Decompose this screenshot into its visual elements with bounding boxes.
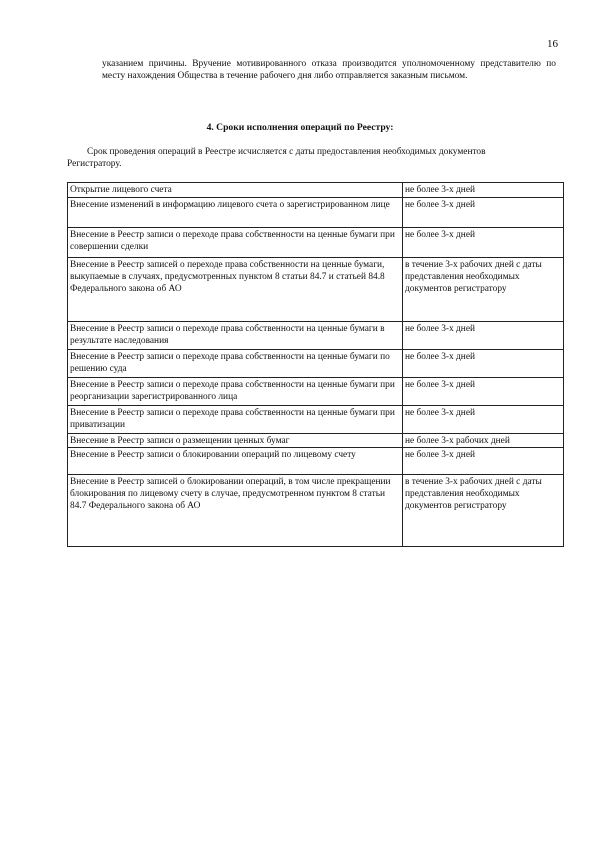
term-cell: в течение 3-х рабочих дней с даты представления необходимых документов регистратору: [403, 475, 564, 547]
table-row: [68, 378, 564, 406]
operation-cell: Внесение в Реестр записи о размещении ценных бумаг: [68, 434, 403, 448]
term-cell: не более 3-х дней: [403, 322, 564, 350]
term-cell: не более 3-х дней: [403, 378, 564, 406]
table-row: [68, 258, 564, 322]
term-cell: не более 3-х дней: [403, 448, 564, 475]
operation-cell: Внесение в Реестр записи о блокировании операций по лицевому счету: [68, 448, 403, 475]
term-cell: не более 3-х дней: [403, 198, 564, 228]
table-row: [68, 475, 564, 547]
table-row: [68, 448, 564, 475]
operations-table: [67, 182, 564, 547]
page-number: 16: [547, 38, 558, 50]
operation-cell: Внесение в Реестр записи о переходе права собственности на ценные бумаги в результате наследования: [68, 322, 403, 350]
term-cell: в течение 3-х рабочих дней с даты представления необходимых документов регистратору: [403, 258, 564, 322]
operation-cell: Внесение изменений в информацию лицевого счета о зарегистрированном лице: [68, 198, 403, 228]
operation-cell: Внесение в Реестр записи о переходе права собственности на ценные бумаги при реорганизации зарегистрированного лица: [68, 378, 403, 406]
section-title: 4. Сроки исполнения операций по Реестру:: [206, 122, 394, 133]
lead-paragraph: Срок проведения операций в Реестре исчисляется с даты предоставления необходимых документов Регистратору.: [67, 147, 486, 169]
term-cell: не более 3-х дней: [403, 183, 564, 198]
operation-cell: Внесение в Реестр записи о переходе права собственности на ценные бумаги при совершении сделки: [68, 228, 403, 258]
term-cell: не более 3-х дней: [403, 350, 564, 378]
table-row: [68, 198, 564, 228]
table-row: [68, 228, 564, 258]
table-row: [68, 183, 564, 198]
intro-paragraph: указанием причины. Вручение мотивированного отказа производится уполномоченному представителю по месту нахождения Общества в течение рабочего дня либо отправляется заказным письмом.: [102, 59, 556, 81]
operation-cell: Внесение в Реестр записей о блокировании операций, в том числе прекращении блокирования по лицевому счету в случае, предусмотренном пунктом 8 статьи 84.7 Федерального закона об АО: [68, 475, 403, 547]
term-cell: не более 3-х рабочих дней: [403, 434, 564, 448]
operation-cell: Открытие лицевого счета: [68, 183, 403, 198]
table-row: [68, 350, 564, 378]
operation-cell: Внесение в Реестр записи о переходе права собственности на ценные бумаги при приватизации: [68, 406, 403, 434]
table-row: [68, 434, 564, 448]
term-cell: не более 3-х дней: [403, 228, 564, 258]
operation-cell: Внесение в Реестр записей о переходе права собственности на ценные бумаги, выкупаемые в случаях, предусмотренных пунктом 8 статьи 84.7 и статьей 84.8 Федерального закона об АО: [68, 258, 403, 322]
term-cell: не более 3-х дней: [403, 406, 564, 434]
table-row: [68, 322, 564, 350]
operation-cell: Внесение в Реестр записи о переходе права собственности на ценные бумаги по решению суда: [68, 350, 403, 378]
table-row: [68, 406, 564, 434]
